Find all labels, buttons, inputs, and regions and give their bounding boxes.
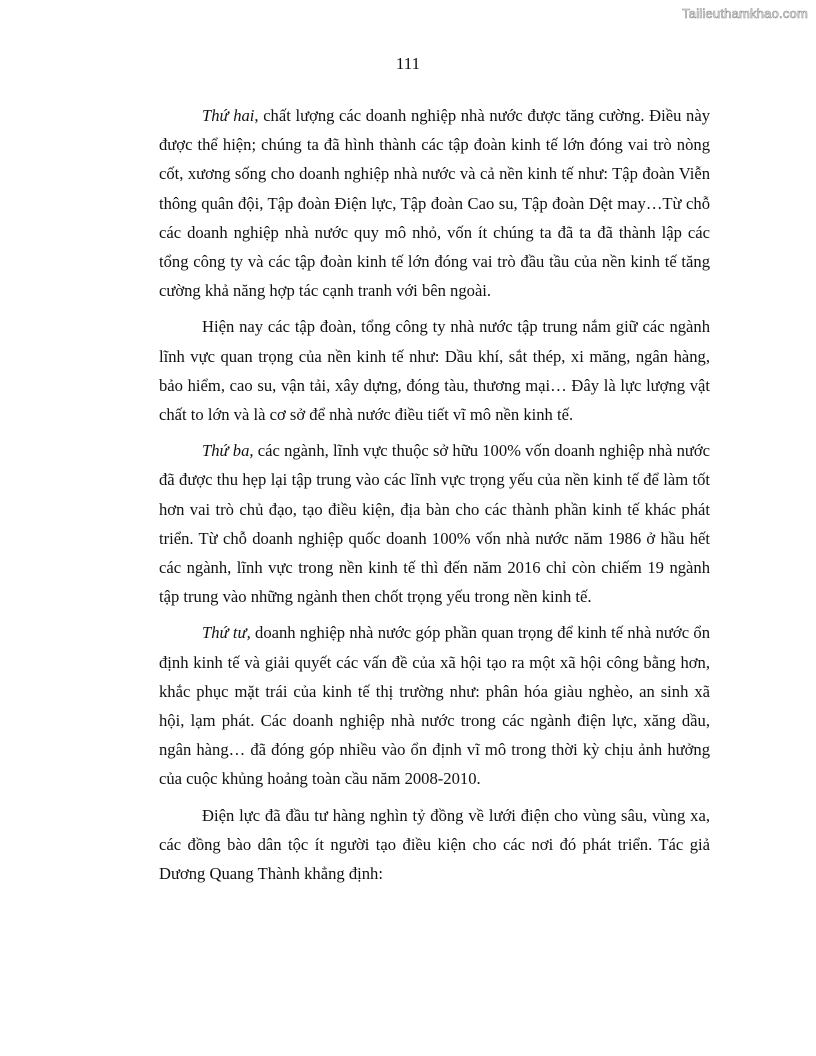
paragraph-text: Điện lực đã đầu tư hàng nghìn tỷ đồng về lưới điện cho vùng sâu, vùng xa, các đồng bào dân tộc ít người tạo điều kiện cho các nơi đó phát triển. Tác giả Dương Quang Thành khẳng định: (159, 805, 710, 884)
page-number: 111 (395, 54, 421, 73)
paragraph-text: các ngành, lĩnh vực thuộc sở hữu 100% vốn doanh nghiệp nhà nước đã được thu hẹp lại tập trung vào các lĩnh vực trọng yếu của nền kinh tế để làm tốt hơn vai trò chủ đạo, tạo điều kiện, địa bàn cho các thành phần kinh tế khác phát triển. Từ chỗ doanh nghiệp quốc doanh 100% vốn nhà nước năm 1986 ở hầu hết các ngành, lĩnh vực trong nền kinh tế thì đến năm 2016 chỉ còn chiếm 19 ngành tập trung vào những ngành then chốt trọng yếu trong nền kinh tế. (159, 441, 711, 607)
paragraph-thu-tu (159, 618, 710, 793)
paragraph-text: doanh nghiệp nhà nước góp phần quan trọng để kinh tế nhà nước ổn định kinh tế và giải quyết các vấn đề của xã hội tạo ra một xã hội công bằng hơn, khắc phục mặt trái của kinh tế thị trường như: phân hóa giàu nghèo, an sinh xã hội, lạm phát. Các doanh nghiệp nhà nước trong các ngành điện lực, xăng dầu, ngân hàng… đã đóng góp nhiều vào ổn định vĩ mô trong thời kỳ chịu ảnh hưởng của cuộc khủng hoảng toàn cầu năm 2008-2010. (159, 623, 710, 789)
paragraph-lead: Thứ ba, (202, 441, 254, 461)
paragraph-hien-nay (159, 312, 710, 429)
paragraph-text: , chất lượng các doanh nghiệp nhà nước được tăng cường. Điều này được thể hiện; chúng ta đã hình thành các tập đoàn kinh tế lớn đóng vai trò nòng cốt, xương sống cho doanh nghiệp nhà nước và cả nền kinh tế như: Tập đoàn Viễn thông quân đội, Tập đoàn Điện lực, Tập đoàn Cao su, Tập đoàn Dệt may…Từ chỗ các doanh nghiệp nhà nước quy mô nhỏ, vốn ít chúng ta đã ta đã thành lập các tổng công ty và các tập đoàn kinh tế lớn đóng vai trò đầu tầu của nền kinh tế tăng cường khả năng hợp tác cạnh tranh với bên ngoài. (159, 106, 710, 301)
paragraph-thu-ba (159, 436, 710, 611)
paragraph-text: Hiện nay các tập đoàn, tổng công ty nhà nước tập trung nắm giữ các ngành lĩnh vực quan trọng của nền kinh tế như: Dầu khí, sắt thép, xi măng, ngân hàng, bảo hiểm, cao su, vận tải, xây dựng, đóng tàu, thương mại… Đây là lực lượng vật chất to lớn và là cơ sở để nhà nước điều tiết vĩ mô nền kinh tế. (159, 317, 710, 425)
document-body (159, 101, 710, 895)
paragraph-dien-luc (159, 801, 710, 889)
paragraph-lead: Thứ hai (202, 106, 255, 125)
paragraph-thu-hai (159, 101, 710, 305)
watermark-text: Tailieuthamkhao.com (682, 6, 808, 21)
paragraph-lead: Thứ tư, (202, 623, 251, 643)
